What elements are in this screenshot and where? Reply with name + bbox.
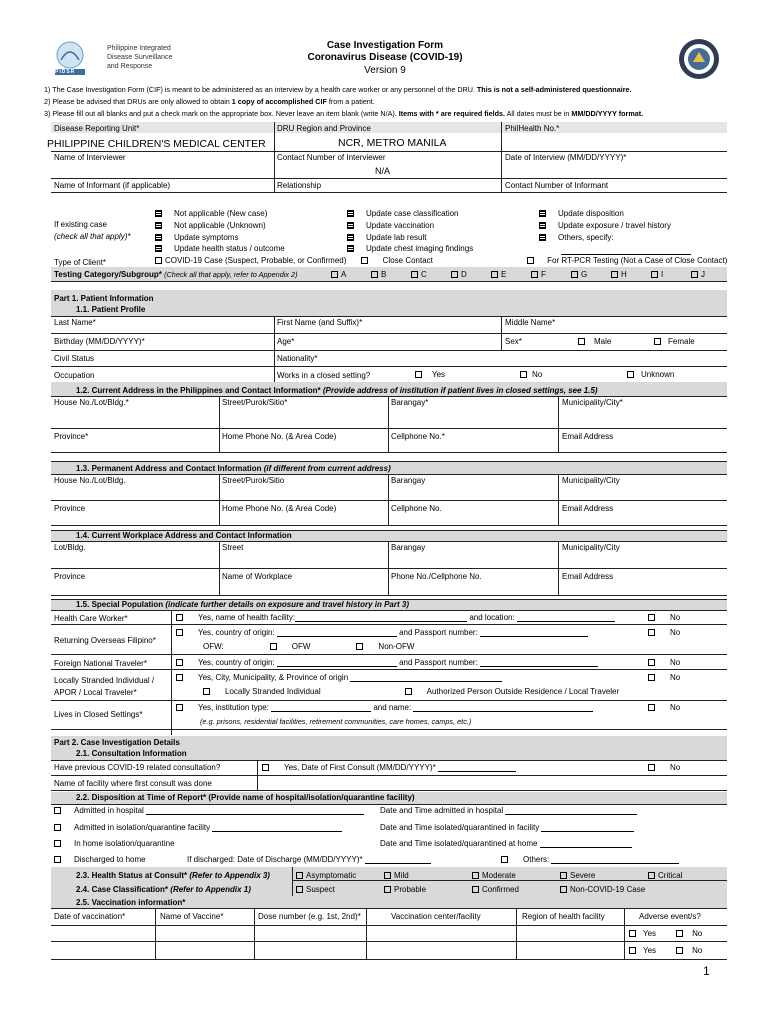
health-status-options: Asymptomatic Mild Moderate Severe Critical <box>296 871 708 880</box>
opt-update-vaccination[interactable]: Update vaccination <box>347 220 473 232</box>
lsi-type: Locally Stranded Individual Authorized Person Outside Residence / Local Traveler <box>203 687 619 696</box>
ofw-label: Returning Overseas Filipino* <box>54 636 156 645</box>
street-label: Street/Purok/Sitio* <box>222 398 288 407</box>
province-label: Province* <box>54 432 89 441</box>
hcw-label: Health Care Worker* <box>54 614 128 623</box>
doh-seal-icon <box>678 38 720 80</box>
workplace-title: 1.4. Current Workplace Address and Contact Information <box>76 531 292 540</box>
consultation-title: 2.1. Consultation Information <box>76 749 187 758</box>
type-client-label: Type of Client* <box>54 258 107 267</box>
institution-no[interactable]: No <box>648 703 680 712</box>
civil-status-label: Civil Status <box>54 354 95 363</box>
case-class-options: Suspect Probable Confirmed Non-COVID-19 Case <box>296 885 660 894</box>
vax-row2-adverse: Yes No <box>629 946 702 955</box>
form-title: Case Investigation Form <box>326 40 444 51</box>
opt-update-disposition[interactable]: Update disposition <box>539 208 691 220</box>
prev-consult-label: Have previous COVID-19 related consultation? <box>54 763 221 772</box>
home-phone2-label: Home Phone No. (& Area Code) <box>222 504 337 513</box>
hcw-no[interactable]: No <box>648 613 680 622</box>
vaccination-title: 2.5. Vaccination information* <box>76 898 186 907</box>
vax-col-adverse: Adverse event/s? <box>639 912 701 921</box>
closed-no[interactable]: No <box>520 370 542 379</box>
disp-isolation-dt: Date and Time isolated/quarantined in facility <box>380 823 634 832</box>
patient-profile-title: 1.1. Patient Profile <box>76 305 146 314</box>
facility-first-consult-label: Name of facility where first consult was done <box>54 779 212 788</box>
institution-yes[interactable]: Yes, institution type: and name: <box>176 703 593 712</box>
instruction-3: 3) Please fill out all blanks and put a check mark on the appropriate box. Never leave an item blank (write N/A). Items with * are required fields. All dates must be in MM/DD/YYYY format. <box>44 109 644 118</box>
check-all-label: (check all that apply)* <box>54 232 131 241</box>
vax-col-dose: Dose number (e.g. 1st, 2nd)* <box>258 912 361 921</box>
opt-new-case[interactable]: Not applicable (New case) <box>155 208 285 220</box>
disp-hospital[interactable]: Admitted in hospital <box>54 806 364 815</box>
opt-unknown[interactable]: Not applicable (Unknown) <box>155 220 285 232</box>
street2-label: Street/Purok/Sitio <box>222 476 285 485</box>
fnt-yes[interactable]: Yes, country of origin: and Passport number: <box>176 658 598 667</box>
closed-setting-label: Works in a closed setting? <box>277 371 371 380</box>
lsi-label: Locally Stranded Individual / APOR / Local Traveler* <box>54 676 155 697</box>
informant-label: Name of Informant (if applicable) <box>54 181 171 190</box>
update-col-3 <box>539 208 691 255</box>
opt-update-imaging[interactable]: Update chest imaging findings <box>347 243 473 255</box>
dru-label: Disease Reporting Unit* <box>54 124 140 133</box>
municipality2-label: Municipality/City <box>562 476 620 485</box>
form-version: Version 9 <box>364 65 406 76</box>
home-phone-label: Home Phone No. (& Area Code) <box>222 432 337 441</box>
disp-home-isolation[interactable]: In home isolation/quarantine <box>54 839 175 848</box>
region-label: DRU Region and Province <box>277 124 371 133</box>
lsi-no[interactable]: No <box>648 673 680 682</box>
special-pop-title: 1.5. Special Population (indicate further details on exposure and travel history in Part 3) <box>76 600 409 609</box>
province3-label: Province <box>54 572 86 581</box>
instruction-1: 1) The Case Investigation Form (CIF) is meant to be administered as an interview by a health care worker or any personnel of the DRU. This is not a self-administered questionnaire. <box>44 85 632 94</box>
philhealth-label: PhilHealth No.* <box>505 124 560 133</box>
contact-interviewer-label: Contact Number of Interviewer <box>277 153 386 162</box>
discharge-date: If discharged: Date of Discharge (MM/DD/YYYY)* <box>187 855 431 864</box>
occupation-label: Occupation <box>54 371 95 380</box>
vax-col-region: Region of health facility <box>522 912 605 921</box>
contact-informant-label: Contact Number of Informant <box>505 181 609 190</box>
date-interview-label: Date of Interview (MM/DD/YYYY)* <box>505 153 627 162</box>
street3-label: Street <box>222 543 244 552</box>
municipality-label: Municipality/City* <box>562 398 623 407</box>
phone3-label: Phone No./Cellphone No. <box>391 572 482 581</box>
testing-category: Testing Category/Subgroup* (Check all that apply, refer to Appendix 2) <box>54 270 298 279</box>
barangay2-label: Barangay <box>391 476 426 485</box>
email2-label: Email Address <box>562 504 614 513</box>
barangay3-label: Barangay <box>391 543 426 552</box>
opt-update-health[interactable]: Update health status / outcome <box>155 243 285 255</box>
health-status-title: 2.3. Health Status at Consult* (Refer to Appendix 3) <box>76 871 270 880</box>
type-client-options: COVID-19 Case (Suspect, Probable, or Confirmed) Close Contact For RT-PCR Testing (Not a Case of Close Contact) <box>155 256 727 265</box>
cellphone-label: Cellphone No.* <box>391 432 445 441</box>
interviewer-label: Name of Interviewer <box>54 153 126 162</box>
lot-label: Lot/Bldg. <box>54 543 86 552</box>
disp-isolation[interactable]: Admitted in isolation/quarantine facility <box>54 823 342 832</box>
ofw-type: OFW: OFW Non-OFW <box>203 642 415 651</box>
logo-text: PIDSR <box>55 69 76 75</box>
lsi-yes[interactable]: Yes, City, Municipality, & Province of origin <box>176 673 502 682</box>
house2-label: House No./Lot/Bldg. <box>54 476 126 485</box>
form-subtitle: Coronavirus Disease (COVID-19) <box>307 52 463 63</box>
sex-label: Sex* <box>505 337 522 346</box>
org-name: Philippine Integrated Disease Surveillance and Response <box>107 45 173 70</box>
if-existing-label: If existing case <box>54 220 107 229</box>
age-label: Age* <box>277 337 295 346</box>
vax-col-date: Date of vaccination* <box>54 912 126 921</box>
hcw-yes[interactable]: Yes, name of health facility: and location: <box>176 613 615 622</box>
opt-others[interactable]: Others, specify: <box>539 232 691 244</box>
page-number: 1 <box>703 964 710 978</box>
vax-col-center: Vaccination center/facility <box>391 912 481 921</box>
province2-label: Province <box>54 504 86 513</box>
last-name-label: Last Name* <box>54 318 96 327</box>
first-consult-no[interactable]: No <box>648 763 680 772</box>
institution-eg: (e.g. prisons, residential facilities, retirement communities, care homes, camps, etc.) <box>200 717 472 726</box>
vax-row1-adverse: Yes No <box>629 929 702 938</box>
part2-title: Part 2. Case Investigation Details <box>54 738 180 747</box>
disp-home-dt: Date and Time isolated/quarantined at home <box>380 839 632 848</box>
vax-col-name: Name of Vaccine* <box>160 912 224 921</box>
testing-letters: A B C D E F G H I J <box>331 270 711 279</box>
closed-unknown[interactable]: Unknown <box>627 370 674 379</box>
sex-male[interactable]: Male <box>578 337 611 346</box>
contact-interviewer-value[interactable]: N/A <box>375 166 391 176</box>
email-label: Email Address <box>562 432 614 441</box>
region-value[interactable]: NCR, METRO MANILA <box>338 137 447 149</box>
fnt-label: Foreign National Traveler* <box>54 659 147 668</box>
barangay-label: Barangay* <box>391 398 429 407</box>
part1-title: Part 1. Patient Information <box>54 294 154 303</box>
house-label: House No./Lot/Bldg.* <box>54 398 129 407</box>
opt-update-lab[interactable]: Update lab result <box>347 232 473 244</box>
disp-others[interactable]: Others: <box>501 855 679 864</box>
current-address-title: 1.2. Current Address in the Philippines and Contact Information* (Provide address of institution if patient lives in closed settings, see 1.5) <box>76 386 598 395</box>
opt-update-symptoms[interactable]: Update symptoms <box>155 232 285 244</box>
update-col-2 <box>347 208 473 255</box>
closed-settings-label: Lives in Closed Settings* <box>54 710 143 719</box>
dru-value[interactable]: PHILIPPINE CHILDREN'S MEDICAL CENTER <box>47 138 266 150</box>
update-col-1 <box>155 208 285 255</box>
opt-update-classification[interactable]: Update case classification <box>347 208 473 220</box>
permanent-address-title: 1.3. Permanent Address and Contact Information (if different from current address) <box>76 464 391 473</box>
email3-label: Email Address <box>562 572 614 581</box>
fnt-no[interactable]: No <box>648 658 680 667</box>
sex-female[interactable]: Female <box>654 337 695 346</box>
relationship-label: Relationship <box>277 181 322 190</box>
case-class-title: 2.4. Case Classification* (Refer to Appendix 1) <box>76 885 251 894</box>
disp-hospital-dt: Date and Time admitted in hospital <box>380 806 637 815</box>
closed-yes[interactable]: Yes <box>415 370 445 379</box>
first-name-label: First Name (and Suffix)* <box>277 318 363 327</box>
opt-update-exposure[interactable]: Update exposure / travel history <box>539 220 691 232</box>
birthday-label: Birthday (MM/DD/YYYY)* <box>54 337 145 346</box>
instruction-2: 2) Please be advised that DRUs are only allowed to obtain 1 copy of accomplished CIF from a patient. <box>44 97 375 106</box>
workplace-name-label: Name of Workplace <box>222 572 293 581</box>
ofw-yes[interactable]: Yes, country of origin: and Passport number: <box>176 628 588 637</box>
ofw-no[interactable]: No <box>648 628 680 637</box>
nationality-label: Nationality* <box>277 354 318 363</box>
cellphone2-label: Cellphone No. <box>391 504 442 513</box>
municipality3-label: Municipality/City <box>562 543 620 552</box>
disposition-title: 2.2. Disposition at Time of Report* (Provide name of hospital/isolation/quarantine facility) <box>76 793 415 802</box>
first-consult-yes[interactable]: Yes, Date of First Consult (MM/DD/YYYY)* <box>262 763 516 772</box>
middle-name-label: Middle Name* <box>505 318 556 327</box>
disp-discharged[interactable]: Discharged to home <box>54 855 146 864</box>
